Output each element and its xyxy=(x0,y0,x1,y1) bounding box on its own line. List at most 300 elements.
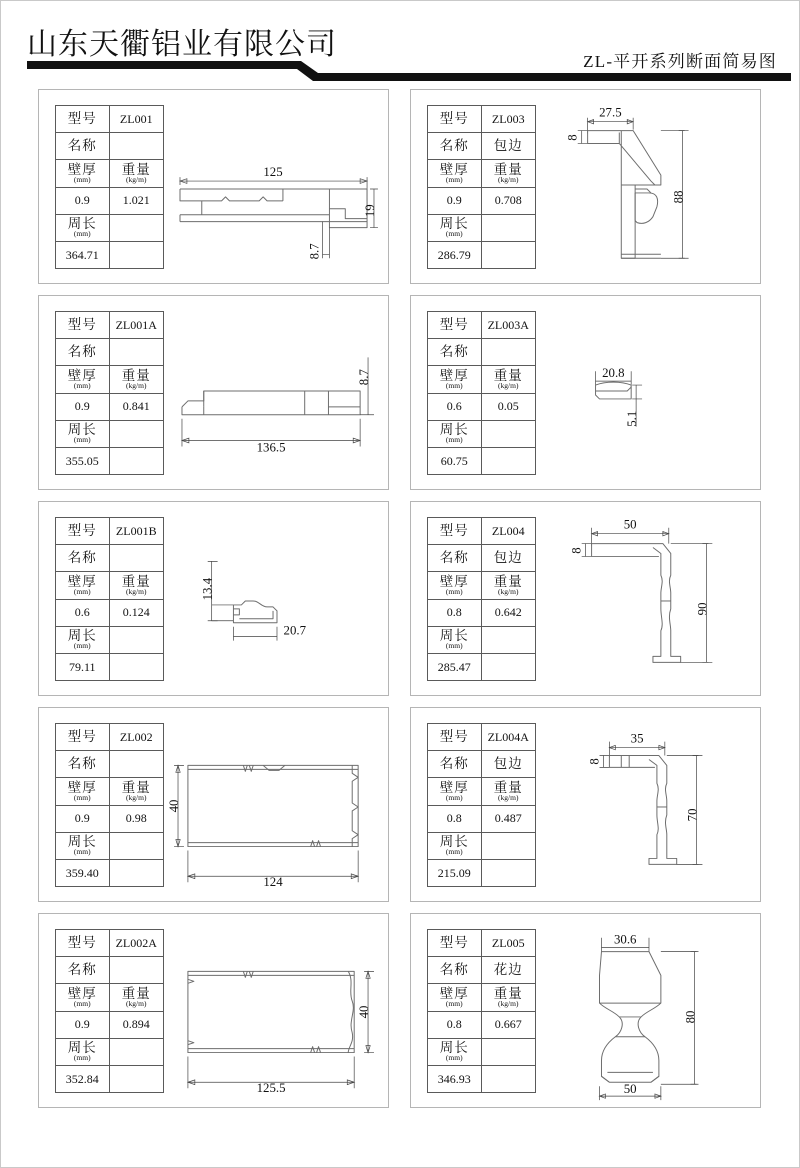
profile-card-zl003[interactable] xyxy=(410,89,761,284)
spec-row-headers xyxy=(56,572,163,599)
spec-label-perimeter-unit: (mm) xyxy=(445,641,463,651)
spec-label-model: 型号 xyxy=(428,518,482,544)
spec-row-perimeter-header xyxy=(56,215,163,242)
spec-value-weight: 0.708 xyxy=(494,193,522,208)
spec-blank-cell xyxy=(482,860,536,886)
spec-label-perimeter xyxy=(56,215,110,241)
spec-value-name: 包边 xyxy=(493,756,523,772)
dim-width: 20.8 xyxy=(602,366,625,381)
sheet-title: ZL-平开系列断面简易图 xyxy=(583,52,777,71)
spec-row-perimeter-header xyxy=(428,215,535,242)
profile-card-zl001b[interactable] xyxy=(38,501,389,696)
spec-row-model xyxy=(56,518,163,545)
spec-row-perimeter-value xyxy=(428,448,535,474)
spec-label-wall-thickness xyxy=(428,572,482,598)
dim-width: 125 xyxy=(263,165,283,180)
spec-label-wall-thickness xyxy=(428,366,482,392)
spec-value-perimeter: 346.93 xyxy=(428,1066,482,1092)
spec-label-model: 型号 xyxy=(56,106,110,132)
spec-blank-cell xyxy=(110,242,164,268)
spec-label-perimeter-text: 周长 xyxy=(439,216,469,232)
spec-label-name: 名称 xyxy=(428,545,482,571)
spec-label-name: 名称 xyxy=(56,133,110,159)
spec-value-weight: 0.124 xyxy=(122,605,150,620)
dim-height: 13.4 xyxy=(200,577,215,601)
spec-blank-cell xyxy=(110,627,164,653)
spec-label-weight-unit: (kg/m) xyxy=(498,587,519,597)
spec-label-perimeter-text: 周长 xyxy=(439,628,469,644)
spec-table xyxy=(427,105,536,269)
profile-card-zl003a[interactable] xyxy=(410,295,761,490)
spec-row-headers xyxy=(428,572,535,599)
spec-blank-cell xyxy=(482,627,536,653)
spec-blank-cell xyxy=(482,1066,536,1092)
spec-label-perimeter-unit: (mm) xyxy=(445,229,463,239)
dim-height: 5.1 xyxy=(625,410,640,427)
spec-label-weight-text: 重量 xyxy=(121,367,151,383)
spec-value-perimeter: 359.40 xyxy=(56,860,110,886)
profile-drawing-zl003 xyxy=(536,90,760,283)
dim-height: 80 xyxy=(683,1010,698,1024)
dim-width: 35 xyxy=(630,731,644,746)
spec-row-model xyxy=(428,106,535,133)
spec-row-headers xyxy=(56,160,163,187)
spec-label-model: 型号 xyxy=(56,518,110,544)
spec-row-perimeter-header xyxy=(428,627,535,654)
spec-label-weight-unit: (kg/m) xyxy=(126,793,147,803)
spec-label-perimeter xyxy=(56,421,110,447)
card-row xyxy=(1,501,800,696)
spec-row-values xyxy=(428,806,535,833)
spec-table xyxy=(55,723,164,887)
dim-width: 30.6 xyxy=(613,932,637,947)
spec-label-weight-text: 重量 xyxy=(493,367,523,383)
profile-drawing-zl005 xyxy=(536,914,760,1107)
spec-label-wall-thickness-text: 壁厚 xyxy=(67,573,97,589)
spec-label-wall-thickness-text: 壁厚 xyxy=(67,367,97,383)
spec-label-perimeter xyxy=(428,421,482,447)
spec-label-weight-text: 重量 xyxy=(121,779,151,795)
spec-value-model: ZL005 xyxy=(491,935,525,950)
spec-label-weight-unit: (kg/m) xyxy=(126,381,147,391)
spec-value-wall-thickness: 0.9 xyxy=(56,188,110,214)
profile-drawing-zl001a xyxy=(164,296,388,489)
spec-label-wall-thickness-unit: (mm) xyxy=(445,793,463,803)
spec-label-weight xyxy=(482,984,536,1010)
spec-label-wall-thickness-text: 壁厚 xyxy=(439,573,469,589)
spec-label-perimeter-unit: (mm) xyxy=(445,847,463,857)
spec-label-model: 型号 xyxy=(56,312,110,338)
spec-value-wall-thickness: 0.8 xyxy=(428,600,482,626)
spec-value-name: 包边 xyxy=(493,550,523,566)
spec-label-perimeter-unit: (mm) xyxy=(73,229,91,239)
spec-row-values xyxy=(56,806,163,833)
spec-label-perimeter xyxy=(428,833,482,859)
spec-row-name xyxy=(56,751,163,778)
spec-label-perimeter xyxy=(56,833,110,859)
spec-blank-cell xyxy=(110,833,164,859)
spec-row-perimeter-header xyxy=(428,833,535,860)
spec-value-name: 包边 xyxy=(493,138,523,154)
spec-value-model: ZL001 xyxy=(119,111,153,126)
spec-label-weight xyxy=(110,160,164,186)
dim-detail: 8 xyxy=(569,547,584,554)
spec-value-model: ZL003 xyxy=(491,111,525,126)
spec-label-wall-thickness-text: 壁厚 xyxy=(67,779,97,795)
spec-value-model: ZL003A xyxy=(487,317,529,332)
dim-height: 19 xyxy=(362,204,377,218)
spec-row-name xyxy=(56,133,163,160)
profile-card-grid xyxy=(1,89,800,1119)
dim-height: 88 xyxy=(671,190,686,204)
spec-row-model xyxy=(428,930,535,957)
spec-label-weight xyxy=(482,366,536,392)
spec-row-values xyxy=(428,1012,535,1039)
spec-label-weight-unit: (kg/m) xyxy=(498,793,519,803)
spec-row-perimeter-value xyxy=(56,860,163,886)
spec-row-name xyxy=(428,339,535,366)
spec-value-weight: 0.894 xyxy=(122,1017,150,1032)
profile-card-zl004[interactable] xyxy=(410,501,761,696)
spec-label-name: 名称 xyxy=(56,339,110,365)
card-row xyxy=(1,913,800,1108)
spec-label-weight-text: 重量 xyxy=(493,779,523,795)
profile-card-zl004a[interactable] xyxy=(410,707,761,902)
dim-width: 20.7 xyxy=(283,623,307,638)
spec-label-name: 名称 xyxy=(428,957,482,983)
profile-drawing-zl004a xyxy=(536,708,760,901)
spec-row-name xyxy=(428,545,535,572)
spec-blank-cell xyxy=(482,1039,536,1065)
spec-blank-cell xyxy=(482,215,536,241)
spec-value-wall-thickness: 0.9 xyxy=(56,806,110,832)
spec-label-name: 名称 xyxy=(428,133,482,159)
spec-label-perimeter-unit: (mm) xyxy=(445,435,463,445)
spec-label-wall-thickness xyxy=(428,778,482,804)
spec-label-weight xyxy=(110,778,164,804)
spec-blank-cell xyxy=(110,1039,164,1065)
dim-width: 50 xyxy=(623,517,637,532)
spec-value-perimeter: 60.75 xyxy=(428,448,482,474)
spec-row-values xyxy=(56,188,163,215)
spec-label-name: 名称 xyxy=(428,751,482,777)
profile-drawing-zl003a xyxy=(536,296,760,489)
spec-row-values xyxy=(56,1012,163,1039)
spec-label-perimeter-text: 周长 xyxy=(67,422,97,438)
spec-row-values xyxy=(428,394,535,421)
spec-label-model: 型号 xyxy=(428,312,482,338)
dim-width: 124 xyxy=(263,875,283,890)
spec-row-headers xyxy=(428,366,535,393)
company-name: 山东天衢铝业有限公司 xyxy=(27,28,337,61)
profile-drawing-zl002a xyxy=(164,914,388,1107)
profile-card-zl001a[interactable] xyxy=(38,295,389,490)
spec-label-wall-thickness-unit: (mm) xyxy=(445,175,463,185)
spec-row-model xyxy=(428,312,535,339)
spec-table xyxy=(55,517,164,681)
spec-label-perimeter xyxy=(56,1039,110,1065)
spec-row-name xyxy=(56,339,163,366)
spec-table xyxy=(427,517,536,681)
spec-label-wall-thickness xyxy=(428,160,482,186)
spec-label-wall-thickness xyxy=(56,572,110,598)
spec-row-name xyxy=(428,751,535,778)
spec-row-perimeter-header xyxy=(428,1039,535,1066)
spec-label-name: 名称 xyxy=(56,957,110,983)
spec-row-perimeter-value xyxy=(56,448,163,474)
spec-label-weight xyxy=(110,572,164,598)
spec-label-perimeter xyxy=(428,1039,482,1065)
card-row xyxy=(1,295,800,490)
profile-drawing-zl001 xyxy=(164,90,388,283)
spec-blank-cell xyxy=(482,654,536,680)
spec-blank-cell xyxy=(482,448,536,474)
spec-row-perimeter-header xyxy=(56,627,163,654)
spec-value-perimeter: 355.05 xyxy=(56,448,110,474)
spec-row-model xyxy=(428,518,535,545)
spec-value-wall-thickness: 0.6 xyxy=(56,600,110,626)
profile-card-zl005[interactable] xyxy=(410,913,761,1108)
spec-label-perimeter xyxy=(428,215,482,241)
spec-value-weight: 0.05 xyxy=(497,399,519,414)
spec-blank-cell xyxy=(110,215,164,241)
dim-detail: 50 xyxy=(623,1082,637,1097)
spec-label-weight xyxy=(482,572,536,598)
spec-label-perimeter xyxy=(428,627,482,653)
spec-value-weight: 0.667 xyxy=(494,1017,522,1032)
spec-row-model xyxy=(56,106,163,133)
spec-row-headers xyxy=(428,778,535,805)
dim-detail: 8 xyxy=(565,134,580,141)
spec-value-perimeter: 364.71 xyxy=(56,242,110,268)
spec-label-perimeter-text: 周长 xyxy=(67,628,97,644)
spec-label-wall-thickness xyxy=(56,778,110,804)
spec-row-perimeter-value xyxy=(56,654,163,680)
spec-label-wall-thickness xyxy=(428,984,482,1010)
profile-drawing-zl001b xyxy=(164,502,388,695)
dim-height: 90 xyxy=(695,602,710,616)
spec-label-weight-unit: (kg/m) xyxy=(498,999,519,1009)
spec-row-perimeter-value xyxy=(428,1066,535,1092)
spec-table xyxy=(55,105,164,269)
spec-value-weight: 0.642 xyxy=(494,605,522,620)
spec-label-perimeter-text: 周长 xyxy=(67,216,97,232)
spec-value-name xyxy=(110,957,164,983)
spec-label-weight-unit: (kg/m) xyxy=(126,999,147,1009)
spec-value-wall-thickness: 0.8 xyxy=(428,806,482,832)
spec-label-wall-thickness-text: 壁厚 xyxy=(439,161,469,177)
spec-label-wall-thickness xyxy=(56,984,110,1010)
spec-value-model: ZL004 xyxy=(491,523,525,538)
spec-label-weight-text: 重量 xyxy=(493,573,523,589)
spec-label-perimeter-unit: (mm) xyxy=(73,641,91,651)
spec-label-wall-thickness-text: 壁厚 xyxy=(439,367,469,383)
spec-label-wall-thickness xyxy=(56,366,110,392)
card-row xyxy=(1,707,800,902)
spec-label-name: 名称 xyxy=(56,751,110,777)
spec-label-wall-thickness-unit: (mm) xyxy=(73,999,91,1009)
spec-blank-cell xyxy=(110,1066,164,1092)
spec-label-wall-thickness-unit: (mm) xyxy=(445,381,463,391)
spec-value-model: ZL001B xyxy=(115,523,157,538)
spec-label-perimeter-text: 周长 xyxy=(67,834,97,850)
spec-value-name xyxy=(110,545,164,571)
spec-label-model: 型号 xyxy=(428,930,482,956)
spec-label-weight-unit: (kg/m) xyxy=(498,175,519,185)
spec-value-wall-thickness: 0.9 xyxy=(56,394,110,420)
spec-label-model: 型号 xyxy=(428,724,482,750)
spec-label-weight-text: 重量 xyxy=(121,573,151,589)
spec-row-perimeter-header xyxy=(56,1039,163,1066)
spec-table xyxy=(427,929,536,1093)
spec-label-wall-thickness xyxy=(56,160,110,186)
spec-value-model: ZL002 xyxy=(119,729,153,744)
spec-label-wall-thickness-text: 壁厚 xyxy=(439,985,469,1001)
spec-row-name xyxy=(56,957,163,984)
spec-value-weight: 1.021 xyxy=(122,193,150,208)
dim-height: 40 xyxy=(357,1005,372,1019)
spec-row-headers xyxy=(428,984,535,1011)
spec-value-name xyxy=(110,133,164,159)
spec-row-model xyxy=(56,930,163,957)
spec-value-model: ZL004A xyxy=(487,729,529,744)
spec-value-name xyxy=(110,751,164,777)
dim-width: 125.5 xyxy=(256,1081,286,1096)
spec-value-name xyxy=(110,339,164,365)
profile-drawing-zl002 xyxy=(164,708,388,901)
spec-row-name xyxy=(428,957,535,984)
spec-row-values xyxy=(56,394,163,421)
spec-label-weight-text: 重量 xyxy=(493,985,523,1001)
spec-row-model xyxy=(56,312,163,339)
spec-label-perimeter-text: 周长 xyxy=(67,1040,97,1056)
spec-row-values xyxy=(428,188,535,215)
spec-value-perimeter: 285.47 xyxy=(428,654,482,680)
spec-row-perimeter-value xyxy=(428,654,535,680)
spec-row-name xyxy=(56,545,163,572)
spec-label-weight-text: 重量 xyxy=(121,161,151,177)
spec-blank-cell xyxy=(110,421,164,447)
spec-blank-cell xyxy=(110,654,164,680)
profile-drawing-zl004 xyxy=(536,502,760,695)
spec-row-values xyxy=(56,600,163,627)
spec-label-weight xyxy=(110,984,164,1010)
spec-label-wall-thickness-text: 壁厚 xyxy=(439,779,469,795)
spec-row-values xyxy=(428,600,535,627)
dim-height: 40 xyxy=(167,799,182,813)
spec-row-headers xyxy=(56,984,163,1011)
spec-value-perimeter: 79.11 xyxy=(56,654,110,680)
profile-card-zl001[interactable] xyxy=(38,89,389,284)
spec-value-perimeter: 352.84 xyxy=(56,1066,110,1092)
spec-value-weight: 0.841 xyxy=(122,399,150,414)
spec-row-perimeter-value xyxy=(56,242,163,268)
spec-row-perimeter-value xyxy=(56,1066,163,1092)
header-divider-rule xyxy=(1,59,800,85)
spec-label-weight-unit: (kg/m) xyxy=(498,381,519,391)
spec-value-weight: 0.487 xyxy=(494,811,522,826)
spec-table xyxy=(427,723,536,887)
spec-label-weight-unit: (kg/m) xyxy=(126,587,147,597)
spec-label-perimeter-text: 周长 xyxy=(439,1040,469,1056)
spec-label-weight-unit: (kg/m) xyxy=(126,175,147,185)
spec-table xyxy=(55,311,164,475)
dim-width: 27.5 xyxy=(599,105,622,120)
spec-label-model: 型号 xyxy=(56,724,110,750)
page-header xyxy=(1,1,799,85)
spec-value-wall-thickness: 0.9 xyxy=(56,1012,110,1038)
spec-value-wall-thickness: 0.6 xyxy=(428,394,482,420)
spec-label-weight-text: 重量 xyxy=(121,985,151,1001)
spec-label-wall-thickness-unit: (mm) xyxy=(73,175,91,185)
profile-card-zl002a[interactable] xyxy=(38,913,389,1108)
spec-blank-cell xyxy=(482,242,536,268)
spec-label-wall-thickness-unit: (mm) xyxy=(445,587,463,597)
spec-label-perimeter-unit: (mm) xyxy=(73,847,91,857)
spec-row-perimeter-value xyxy=(428,242,535,268)
spec-value-perimeter: 286.79 xyxy=(428,242,482,268)
dim-height: 8.7 xyxy=(357,369,372,386)
spec-label-perimeter-unit: (mm) xyxy=(445,1053,463,1063)
spec-label-wall-thickness-unit: (mm) xyxy=(445,999,463,1009)
spec-blank-cell xyxy=(110,448,164,474)
spec-value-model: ZL002A xyxy=(115,935,157,950)
spec-row-perimeter-header xyxy=(56,421,163,448)
spec-label-wall-thickness-unit: (mm) xyxy=(73,381,91,391)
spec-label-wall-thickness-unit: (mm) xyxy=(73,587,91,597)
spec-label-name: 名称 xyxy=(428,339,482,365)
spec-label-perimeter-text: 周长 xyxy=(439,834,469,850)
spec-blank-cell xyxy=(482,421,536,447)
spec-label-wall-thickness-text: 壁厚 xyxy=(67,985,97,1001)
dim-height: 70 xyxy=(685,808,700,822)
spec-label-weight xyxy=(110,366,164,392)
spec-label-perimeter-text: 周长 xyxy=(439,422,469,438)
spec-value-name: 花边 xyxy=(493,962,523,978)
spec-label-weight xyxy=(482,778,536,804)
spec-row-perimeter-header xyxy=(56,833,163,860)
spec-label-name: 名称 xyxy=(56,545,110,571)
spec-row-model xyxy=(56,724,163,751)
spec-value-model: ZL001A xyxy=(115,317,157,332)
spec-row-headers xyxy=(428,160,535,187)
spec-row-perimeter-header xyxy=(428,421,535,448)
spec-label-wall-thickness-unit: (mm) xyxy=(73,793,91,803)
spec-blank-cell xyxy=(110,860,164,886)
spec-row-headers xyxy=(56,366,163,393)
spec-value-name xyxy=(482,339,536,365)
spec-label-weight xyxy=(482,160,536,186)
spec-value-wall-thickness: 0.8 xyxy=(428,1012,482,1038)
spec-label-model: 型号 xyxy=(56,930,110,956)
spec-value-weight: 0.98 xyxy=(125,811,147,826)
card-row xyxy=(1,89,800,284)
profile-card-zl002[interactable] xyxy=(38,707,389,902)
spec-row-model xyxy=(428,724,535,751)
dim-width: 136.5 xyxy=(256,440,286,455)
spec-label-model: 型号 xyxy=(428,106,482,132)
spec-value-perimeter: 215.09 xyxy=(428,860,482,886)
spec-label-perimeter-unit: (mm) xyxy=(73,1053,91,1063)
spec-label-weight-text: 重量 xyxy=(493,161,523,177)
spec-table xyxy=(427,311,536,475)
spec-value-wall-thickness: 0.9 xyxy=(428,188,482,214)
spec-label-wall-thickness-text: 壁厚 xyxy=(67,161,97,177)
spec-table xyxy=(55,929,164,1093)
spec-row-headers xyxy=(56,778,163,805)
dim-detail: 8 xyxy=(587,758,602,765)
spec-label-perimeter-unit: (mm) xyxy=(73,435,91,445)
